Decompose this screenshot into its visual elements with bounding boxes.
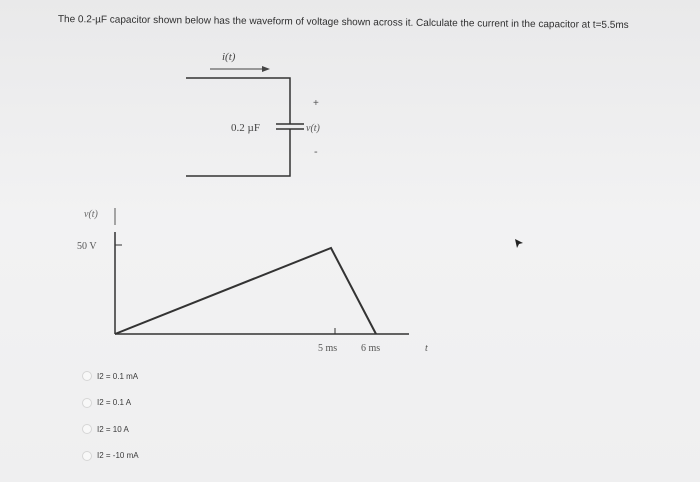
option-1[interactable] — [82, 370, 282, 382]
option-label: I2 = -10 mA — [97, 451, 139, 460]
current-arrow — [210, 66, 270, 72]
waveform-line — [115, 248, 376, 334]
x-axis-label: t — [425, 343, 428, 354]
circuit-diagram — [186, 51, 321, 176]
capacitor-symbol — [276, 124, 304, 129]
option-4[interactable] — [82, 450, 282, 462]
question-text: The 0.2-µF capacitor shown below has the waveform of voltage shown across it. Calculate the current in the capacitor at t=5.5ms — [57, 14, 629, 31]
minus-sign: - — [314, 146, 318, 158]
radio-button[interactable] — [82, 398, 92, 408]
option-label: I2 = 0.1 mA — [97, 371, 139, 381]
answer-options — [82, 370, 282, 476]
option-2[interactable] — [82, 397, 282, 409]
y-tick-label-50v: 50 V — [77, 241, 97, 252]
current-label: i(t) — [222, 51, 236, 63]
circuit-wire-top — [186, 78, 290, 124]
x-tick-label-5ms: 5 ms — [318, 343, 338, 354]
voltage-label: v(t) — [306, 123, 320, 134]
radio-button[interactable] — [82, 371, 92, 381]
x-tick-label-6ms: 6 ms — [361, 343, 381, 354]
plus-sign: + — [313, 98, 319, 109]
option-label: I2 = 10 A — [97, 424, 129, 434]
option-label: I2 = 0.1 A — [97, 398, 132, 407]
capacitance-label: 0.2 µF — [231, 122, 260, 134]
mouse-cursor-icon — [514, 238, 524, 250]
option-3[interactable] — [82, 423, 282, 435]
radio-button[interactable] — [82, 424, 92, 434]
circuit-wire-bottom — [186, 129, 290, 176]
voltage-waveform-chart — [77, 208, 428, 354]
radio-button[interactable] — [82, 451, 92, 461]
y-axis-label: v(t) — [84, 209, 98, 220]
